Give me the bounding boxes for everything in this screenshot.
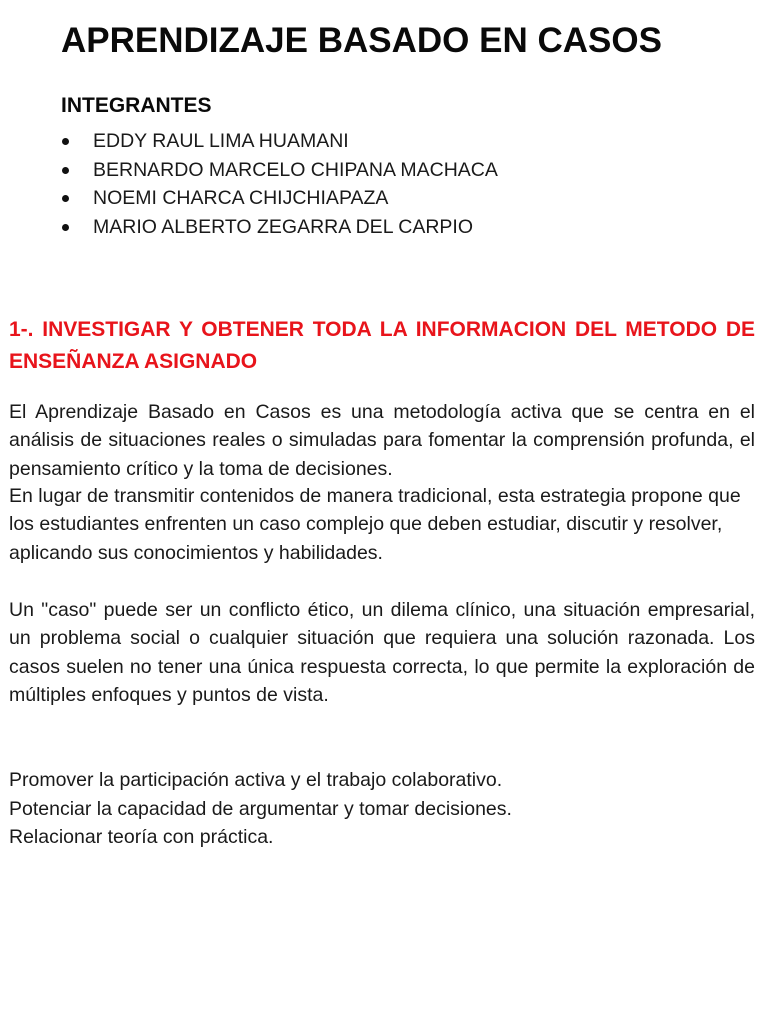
objective-line: Promover la participación activa y el trabajo colaborativo. [9,769,503,791]
paragraph-strategy: En lugar de transmitir contenidos de manera tradicional, esta estrategia propone que los estudiantes enfrenten un caso complejo que deben estudiar, discutir y resolver, aplicando sus conocimientos y habilidades. [9,485,741,564]
bullet-icon [62,138,69,145]
bullet-icon [62,195,69,202]
members-list [61,127,498,241]
section-heading: 1-. INVESTIGAR Y OBTENER TODA LA INFORMACION DEL METODO DE ENSEÑANZA ASIGNADO [9,318,755,373]
member-item [61,127,498,156]
member-item [61,184,498,213]
bullet-icon [62,224,69,231]
paragraph-definition: El Aprendizaje Basado en Casos es una metodología activa que se centra en el análisis de situaciones reales o simuladas para fomentar la comprensión profunda, el pensamiento crítico y la toma de decisiones. [9,401,755,480]
document-title: APRENDIZAJE BASADO EN CASOS [61,21,662,60]
member-name: MARIO ALBERTO ZEGARRA DEL CARPIO [93,215,473,238]
paragraph-case: Un "caso" puede ser un conflicto ético, un dilema clínico, una situación empresarial, un problema social o cualquier situación que requiera una solución razonada. Los casos suelen no tener una única respuesta correcta, lo que permite la exploración de múltiples enfoques y puntos de vista. [9,599,755,707]
member-item [61,213,498,242]
member-name: BERNARDO MARCELO CHIPANA MACHACA [93,158,498,181]
bullet-icon [62,167,69,174]
member-name: NOEMI CHARCA CHIJCHIAPAZA [93,187,389,209]
member-item [61,156,498,185]
member-name: EDDY RAUL LIMA HUAMANI [93,130,349,152]
members-heading: INTEGRANTES [61,94,212,117]
objective-line: Relacionar teoría con práctica. [9,826,274,848]
objective-line: Potenciar la capacidad de argumentar y tomar decisiones. [9,798,512,820]
